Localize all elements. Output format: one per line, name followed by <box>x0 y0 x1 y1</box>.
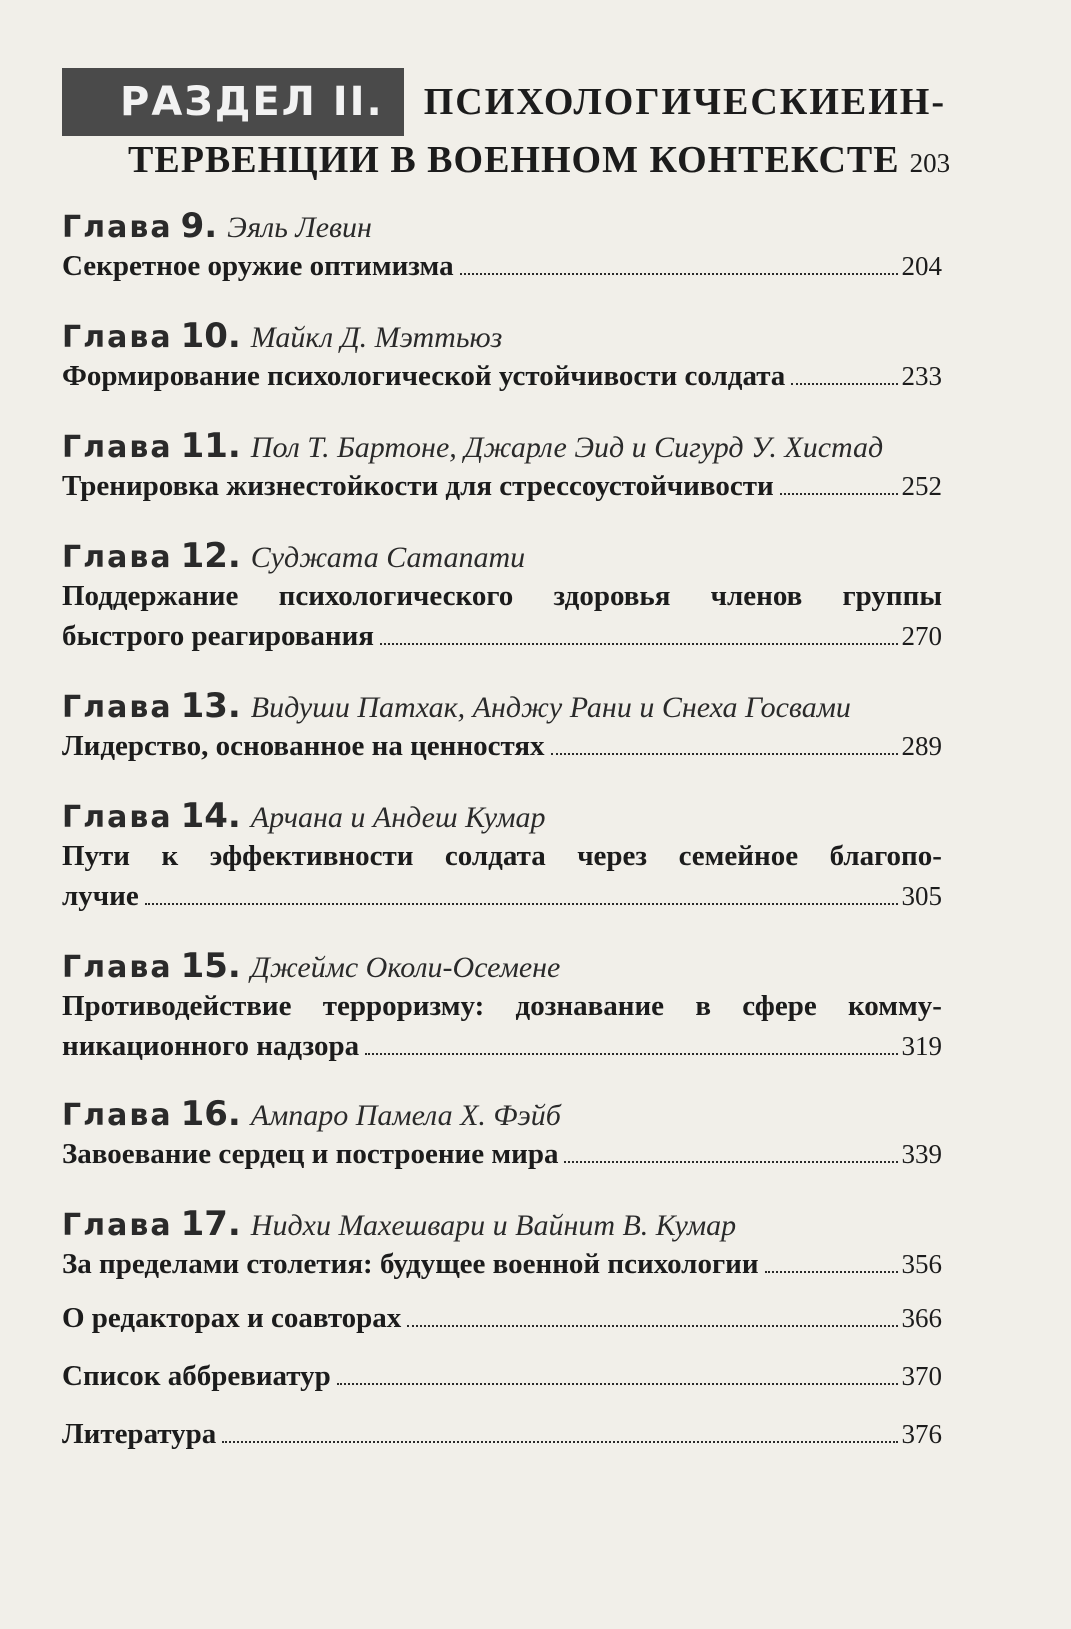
title-word: Противодействие <box>62 990 292 1022</box>
chapter-page-number: 252 <box>901 471 942 501</box>
chapter-authors: Нидхи Махешвари и Вайнит В. Кумар <box>250 1209 737 1242</box>
chapter-entry[interactable] <box>62 686 942 772</box>
chapter-title: Лидерство, основанное на ценностях <box>62 730 545 762</box>
title-word: семейное <box>678 840 799 872</box>
title-word: членов <box>710 580 803 612</box>
chapter-label: Глава <box>62 430 173 465</box>
chapter-page-number: 356 <box>901 1249 942 1279</box>
chapter-page-number: 289 <box>901 731 942 761</box>
chapter-entry[interactable] <box>62 1204 942 1290</box>
title-word: к <box>161 840 179 872</box>
chapter-title-line1 <box>62 840 942 880</box>
chapter-authors: Майкл Д. Мэттьюз <box>250 321 503 354</box>
chapter-title: никационного надзора <box>62 1030 360 1062</box>
section-title-word: ИН- <box>868 81 947 123</box>
chapter-authors: Эяль Левин <box>227 211 372 244</box>
title-word: солдата <box>444 840 546 872</box>
chapter-label: Глава <box>62 950 173 985</box>
chapter-label: Глава <box>62 320 173 355</box>
chapter-label: Глава <box>62 690 173 725</box>
chapter-number: 9. <box>180 206 218 246</box>
entry-title: О редакторах и соавторах <box>62 1302 402 1334</box>
dot-leader <box>145 902 898 905</box>
entry-title: Список аббревиатур <box>62 1360 331 1392</box>
entry-page-number: 376 <box>901 1419 942 1449</box>
dot-leader <box>222 1440 897 1443</box>
title-word: психологического <box>278 580 514 612</box>
chapter-title: За пределами столетия: будущее военной психологии <box>62 1248 759 1280</box>
chapter-number: 16. <box>180 1094 241 1134</box>
title-word: сфере <box>742 990 817 1022</box>
chapter-label: Глава <box>62 800 173 835</box>
chapter-number: 11. <box>180 426 241 466</box>
title-word: Пути <box>62 840 131 872</box>
chapter-entry[interactable] <box>62 316 942 402</box>
chapter-label: Глава <box>62 1098 173 1133</box>
dot-leader <box>380 642 898 645</box>
chapter-number: 12. <box>180 536 241 576</box>
chapter-authors: Джеймс Околи-Осемене <box>250 951 561 984</box>
dot-leader <box>564 1160 897 1163</box>
chapter-title: Секретное оружие оптимизма <box>62 250 454 282</box>
chapter-label: Глава <box>62 1208 173 1243</box>
chapter-number: 15. <box>180 946 241 986</box>
chapter-page-number: 319 <box>901 1031 942 1061</box>
chapter-page-number: 270 <box>901 621 942 651</box>
chapter-entry[interactable] <box>62 536 942 662</box>
title-word: здоровья <box>553 580 671 612</box>
title-word: эффективности <box>209 840 414 872</box>
chapter-page-number: 339 <box>901 1139 942 1169</box>
section-badge: РАЗДЕЛ II. <box>62 68 404 136</box>
entry-page-number: 366 <box>901 1303 942 1333</box>
section-title-word: ПСИХОЛОГИЧЕСКИЕ <box>423 81 869 123</box>
chapter-entry[interactable] <box>62 426 942 512</box>
dot-leader <box>337 1382 898 1385</box>
chapter-entry[interactable] <box>62 796 942 922</box>
chapter-page-number: 305 <box>901 881 942 911</box>
dot-leader <box>780 492 898 495</box>
title-word: комму- <box>847 990 942 1022</box>
chapter-authors: Видуши Патхак, Анджу Рани и Снеха Госвами <box>250 691 851 724</box>
chapter-title: быстрого реагирования <box>62 620 374 652</box>
chapter-title-line1 <box>62 990 942 1030</box>
dot-leader <box>551 752 898 755</box>
chapter-label: Глава <box>62 540 173 575</box>
chapter-title-line1 <box>62 580 942 620</box>
chapter-authors: Суджата Сатапати <box>250 541 526 574</box>
title-word: через <box>577 840 648 872</box>
chapter-entry[interactable] <box>62 1094 942 1180</box>
toc-entry-literature[interactable] <box>62 1418 942 1460</box>
dot-leader <box>407 1324 897 1327</box>
chapter-number: 14. <box>180 796 241 836</box>
title-word: благопо- <box>829 840 942 872</box>
section-title-line2: ТЕРВЕНЦИИ В ВОЕННОМ КОНТЕКСТЕ <box>128 139 900 181</box>
chapter-page-number: 233 <box>901 361 942 391</box>
chapter-entry[interactable] <box>62 946 942 1072</box>
chapter-authors: Ампаро Памела Х. Фэйб <box>250 1099 561 1132</box>
chapter-page-number: 204 <box>901 251 942 281</box>
chapter-entry[interactable] <box>62 206 942 292</box>
chapter-number: 10. <box>180 316 241 356</box>
title-word: дознавание <box>515 990 665 1022</box>
chapter-number: 17. <box>180 1204 241 1244</box>
chapter-title: лучие <box>62 880 139 912</box>
title-word: группы <box>842 580 942 612</box>
chapter-label: Глава <box>62 210 173 245</box>
section-heading <box>62 68 951 190</box>
chapter-title: Формирование психологической устойчивости солдата <box>62 360 786 392</box>
chapter-title: Завоевание сердец и построение мира <box>62 1138 559 1170</box>
chapter-authors: Пол Т. Бартоне, Джарле Эид и Сигурд У. Хистад <box>250 431 884 464</box>
dot-leader <box>365 1052 897 1055</box>
title-word: терроризму: <box>322 990 485 1022</box>
chapter-authors: Арчана и Андеш Кумар <box>250 801 546 834</box>
chapter-number: 13. <box>180 686 241 726</box>
entry-title: Литература <box>62 1418 217 1450</box>
chapter-title: Тренировка жизнестойкости для стрессоустойчивости <box>62 470 774 502</box>
dot-leader <box>765 1270 898 1273</box>
section-title-line1 <box>424 80 946 124</box>
dot-leader <box>460 272 898 275</box>
title-word: в <box>695 990 711 1022</box>
toc-entry-editors[interactable] <box>62 1302 942 1344</box>
section-page-number: 203 <box>909 148 951 178</box>
toc-entry-abbreviations[interactable] <box>62 1360 942 1402</box>
entry-page-number: 370 <box>901 1361 942 1391</box>
dot-leader <box>791 382 897 385</box>
title-word: Поддержание <box>62 580 239 612</box>
